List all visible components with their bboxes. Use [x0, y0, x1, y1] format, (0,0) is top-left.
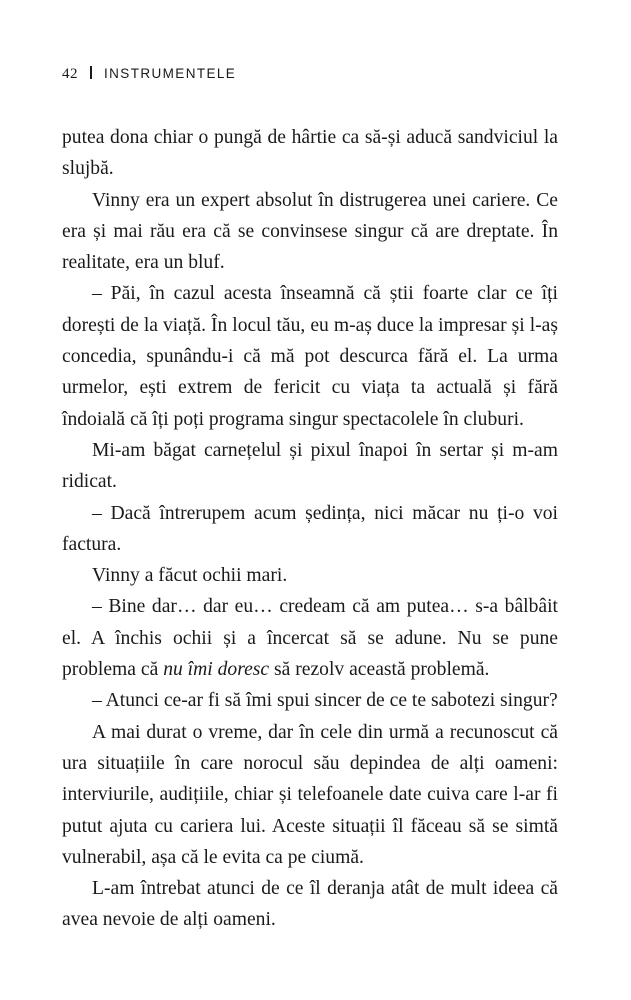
- text-run: să rezolv această problemă.: [269, 659, 490, 681]
- body-text: [62, 122, 558, 936]
- section-title: INSTRUMENTELE: [104, 66, 237, 81]
- book-page: [62, 64, 558, 936]
- paragraph: – Dacă întrerupem acum ședința, nici măcar nu ți-o voi factura.: [62, 502, 558, 555]
- paragraph: – Atunci ce-ar fi să îmi spui sincer de ce te sabotezi singur?: [92, 690, 558, 712]
- paragraph: Mi-am băgat carnețelul și pixul înapoi în sertar și m-am ridicat.: [62, 439, 558, 493]
- paragraph: A mai durat o vreme, dar în cele din urmă a recunoscut că ura situațiile în care norocul său depindea de alți oameni: interviurile, audițiile, chiar și telefoanele date cuiva care l-ar fi putut ajuta cu cariera lui. Aceste situații îl făceau să se simtă vulnerabil, așa că le evita ca pe ciumă.: [62, 721, 558, 868]
- emphasized-text: nu îmi doresc: [163, 659, 270, 681]
- paragraph: Vinny era un expert absolut în distrugerea unei cariere. Ce era și mai rău era că se convinsese singur că are dreptate. În realitate, era un bluf.: [62, 189, 558, 274]
- page-number: 42: [62, 66, 78, 82]
- paragraph: [62, 591, 558, 685]
- paragraph: – Păi, în cazul acesta înseamnă că știi foarte clar ce îți dorești de la viață. În locul tău, eu m-aș duce la impresar și l-aș concedia, spunându-i că mă pot descurca fără el. La urma urmelor, ești extrem de fericit cu viața ta actuală și fără îndoială că îți poți programa singur spectacolele în cluburi.: [62, 283, 558, 430]
- running-head: [62, 64, 558, 84]
- header-separator: [90, 66, 92, 79]
- paragraph: Vinny a făcut ochii mari.: [92, 565, 288, 587]
- paragraph: putea dona chiar o pungă de hârtie ca să-și aducă sandviciul la slujbă.: [62, 127, 558, 180]
- text-run: – Bine dar… dar eu… credeam că am putea… s-a bâlbâit el. A închis ochii și a încercat să se adune. Nu se pune problema că: [62, 596, 558, 681]
- paragraph: L-am întrebat atunci de ce îl deranja atât de mult ideea că avea nevoie de alți oameni.: [62, 878, 558, 931]
